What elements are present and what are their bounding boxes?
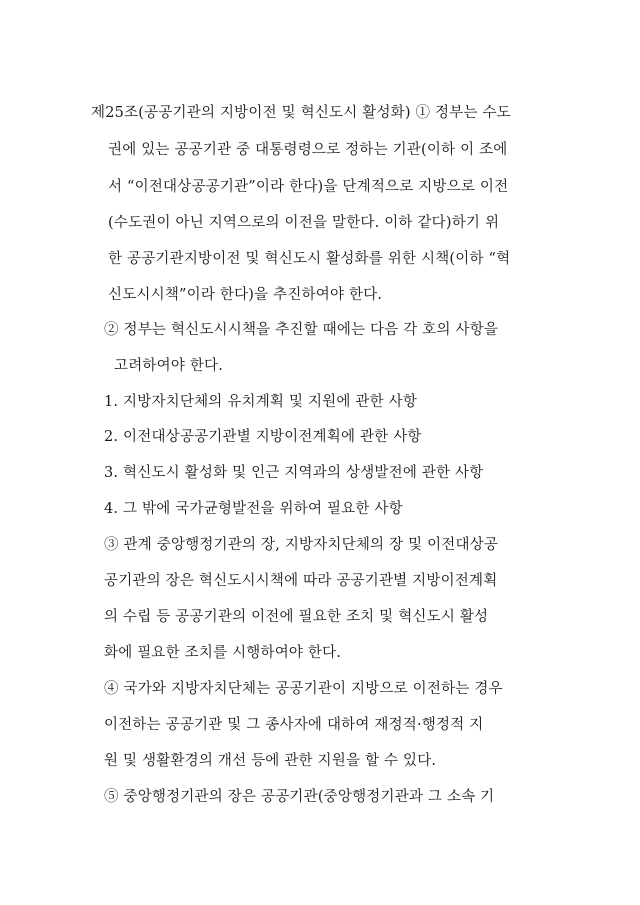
list-item: 3. 혁신도시 활성화 및 인근 지역과의 상생발전에 관한 사항	[104, 465, 484, 481]
paragraph-4-line: ④ 국가와 지방자치단체는 공공기관이 지방으로 이전하는 경우	[104, 681, 503, 697]
paragraph-2-line: ② 정부는 혁신도시시책을 추진할 때에는 다음 각 호의 사항을	[104, 322, 499, 338]
paragraph-5-line: ⑤ 중앙행정기관의 장은 공공기관(중앙행정기관과 그 소속 기	[104, 789, 495, 805]
text-line: 공기관의 장은 혁신도시시책에 따라 공공기관별 지방이전계획	[104, 573, 498, 589]
text-line: 의 수립 등 공공기관의 이전에 필요한 조치 및 혁신도시 활성	[104, 609, 489, 625]
article-title-line: 제25조(공공기관의 지방이전 및 혁신도시 활성화) ① 정부는 수도	[91, 105, 511, 121]
paragraph-3-line: ③ 관계 중앙행정기관의 장, 지방자치단체의 장 및 이전대상공	[104, 537, 499, 553]
text-line: 한 공공기관지방이전 및 혁신도시 활성화를 위한 시책(이하 “혁	[108, 251, 511, 267]
list-item: 4. 그 밖에 국가균형발전을 위하여 필요한 사항	[104, 501, 403, 517]
text-line: 이전하는 공공기관 및 그 종사자에 대하여 재정적·행정적 지	[104, 717, 484, 733]
list-item: 1. 지방자치단체의 유치계획 및 지원에 관한 사항	[104, 394, 418, 410]
text-line: 고려하여야 한다.	[114, 358, 224, 374]
text-line: 권에 있는 공공기관 중 대통령령으로 정하는 기관(이하 이 조에	[108, 142, 508, 158]
text-line: 서 “이전대상공공기관”이라 한다)을 단계적으로 지방으로 이전	[108, 179, 509, 195]
text-line: (수도권이 아닌 지역으로의 이전을 말한다. 이하 같다)하기 위	[108, 215, 500, 231]
text-line: 화에 필요한 조치를 시행하여야 한다.	[104, 645, 342, 661]
text-line: 신도시시책”이라 한다)을 추진하여야 한다.	[108, 287, 383, 303]
text-line: 원 및 생활환경의 개선 등에 관한 지원을 할 수 있다.	[104, 753, 437, 769]
list-item: 2. 이전대상공공기관별 지방이전계획에 관한 사항	[104, 429, 422, 445]
